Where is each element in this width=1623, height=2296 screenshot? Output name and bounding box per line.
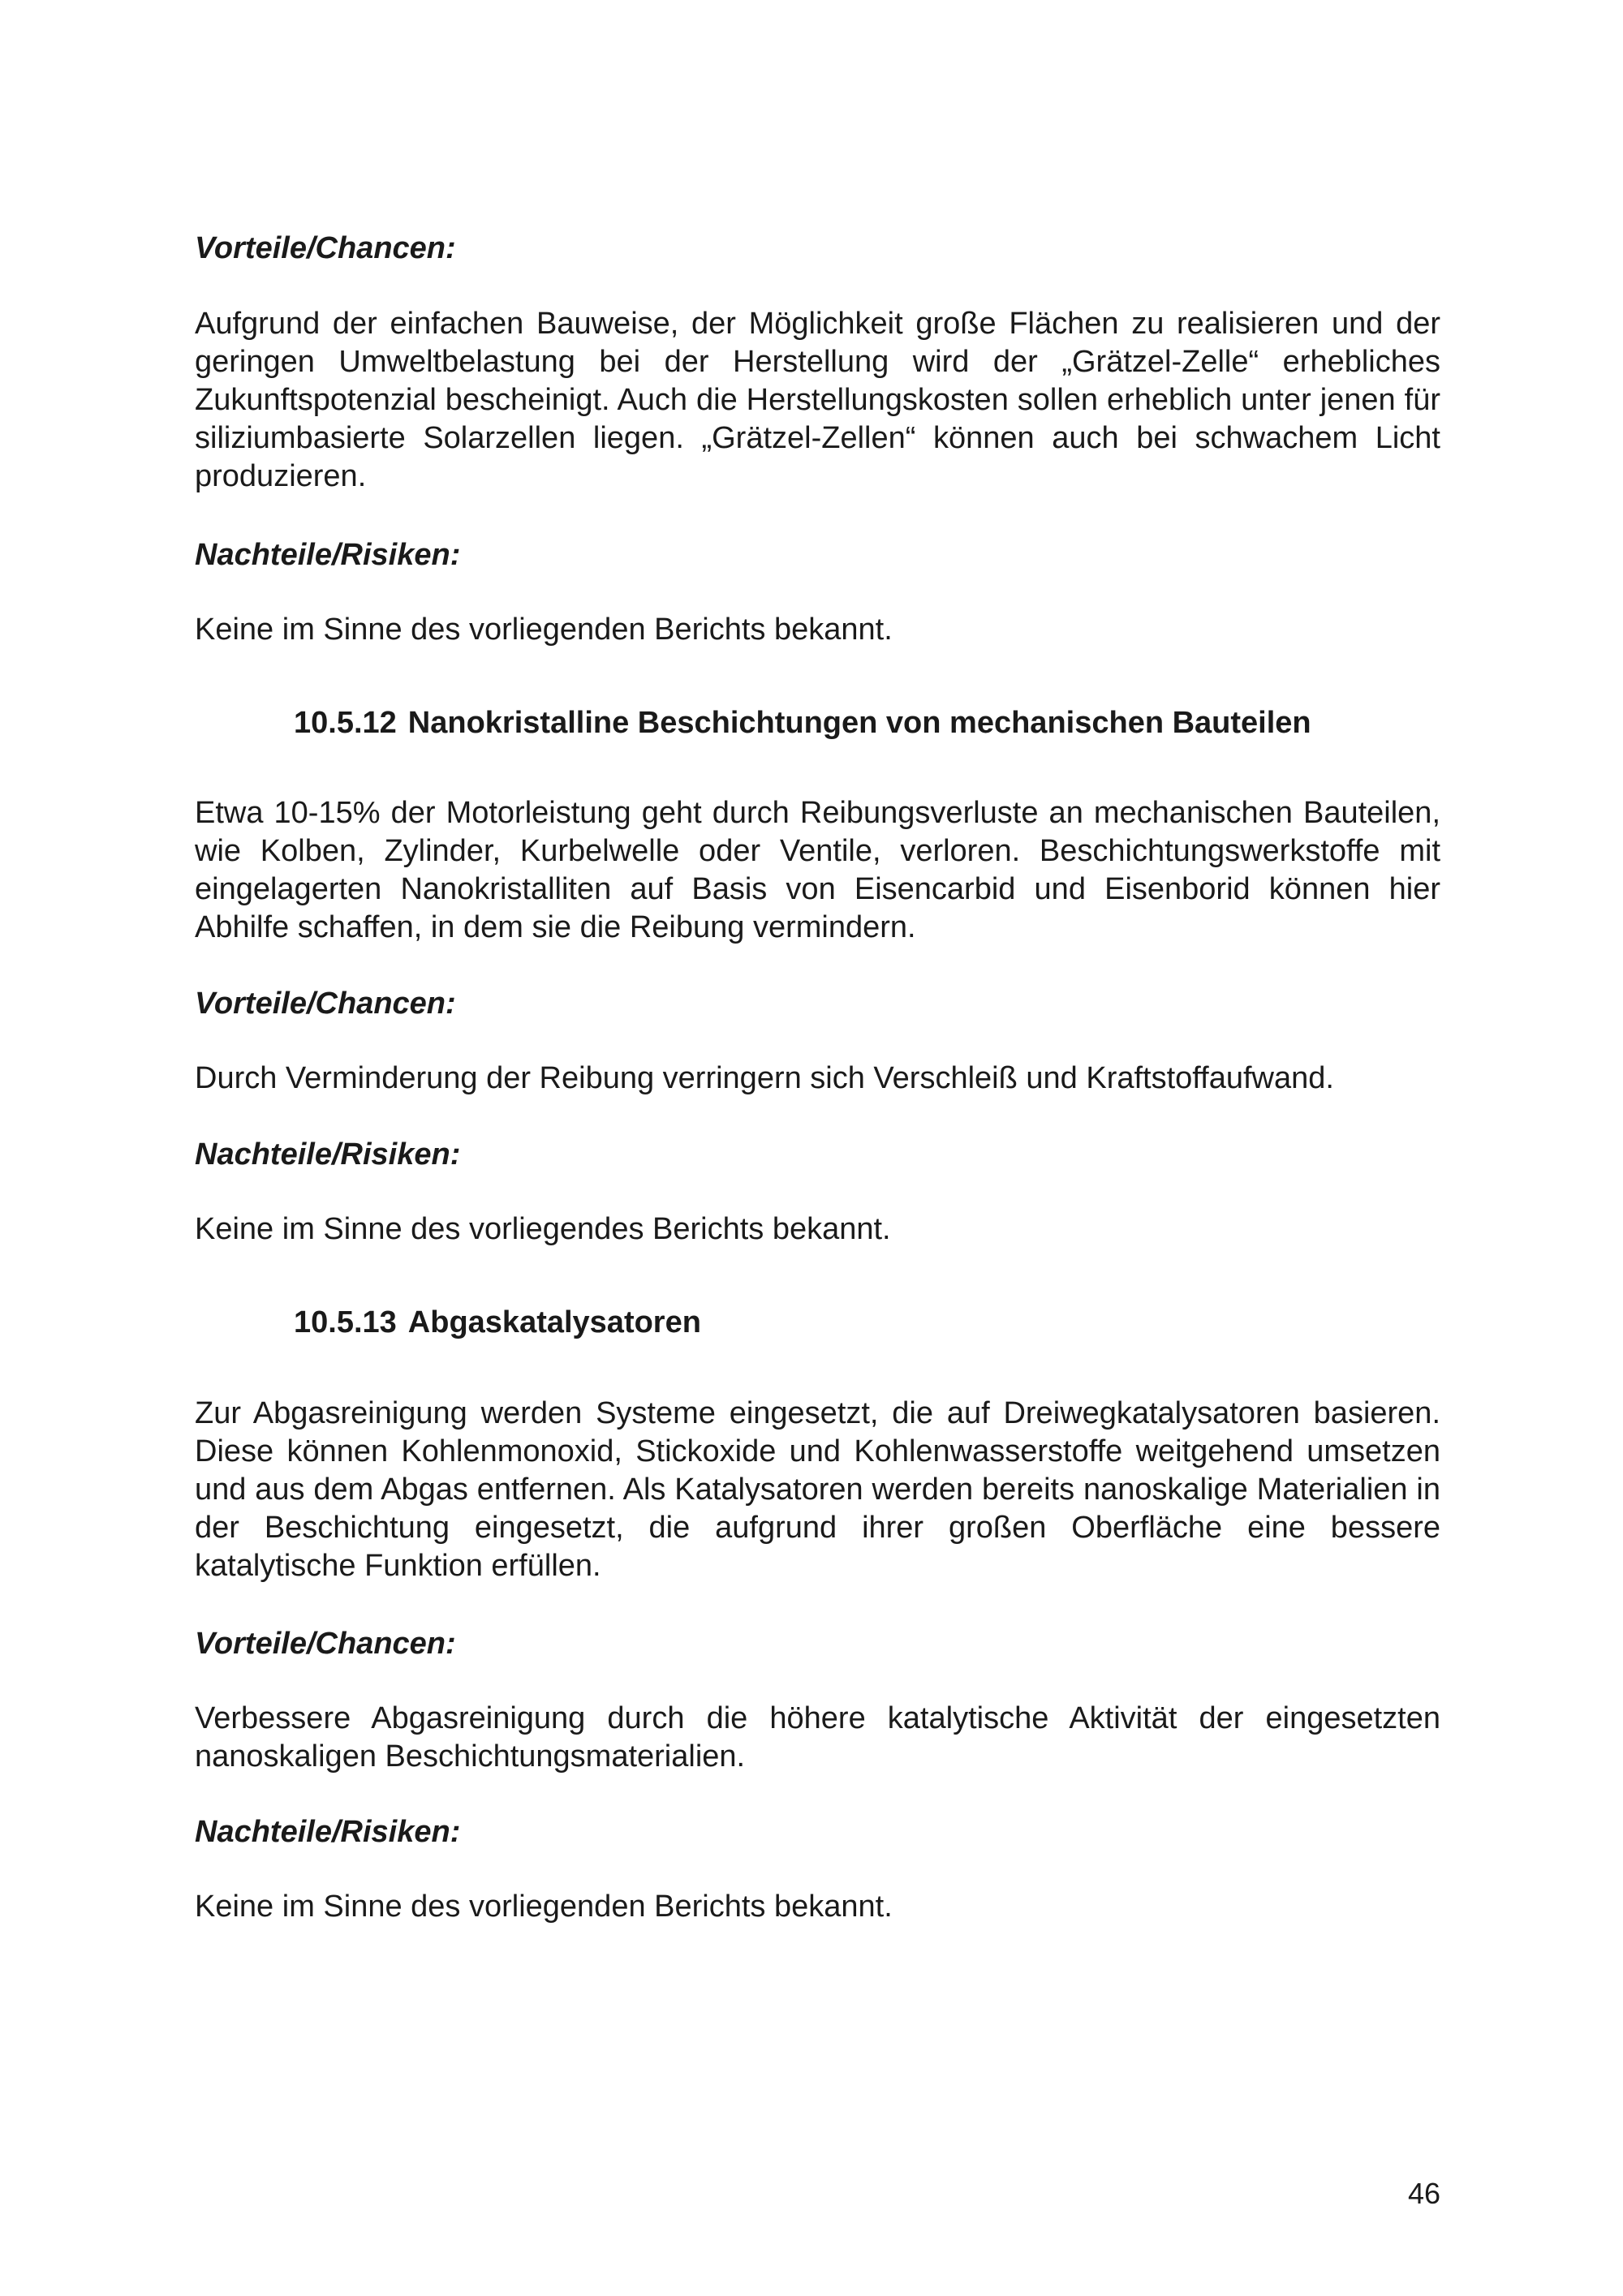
advantages-paragraph: Aufgrund der einfachen Bauweise, der Möglichkeit große Flächen zu realisieren und der geringen Umweltbelastung bei der Herstellung wird der „Grätzel-Zelle“ erhebliches Zukunftspotenzial bescheinigt. Auch die Herstellungskosten sollen erheblich unter jenen für siliziumbasierte Solarzellen liegen. „Grätzel-Zellen“ können auch bei schwachem Licht produzieren. [195, 307, 1440, 493]
advantages-label: Vorteile/Chancen: [195, 987, 456, 1021]
page-number: 46 [1407, 2177, 1440, 2210]
risks-paragraph: Keine im Sinne des vorliegendes Berichts bekannt. [195, 1212, 891, 1246]
section-number: 10.5.13 [294, 1305, 397, 1339]
advantages-label: Vorteile/Chancen: [195, 231, 456, 265]
risks-label: Nachteile/Risiken: [195, 1137, 461, 1172]
section-intro-paragraph: Etwa 10-15% der Motorleistung geht durch Reibungsverluste an mechanischen Bauteilen, wie Kolben, Zylinder, Kurbelwelle oder Ventile, verloren. Beschichtungswerkstoffe mit eingelagerten Nanokristalliten auf Basis von Eisencarbid und Eisenborid können hier Abhilfe schaffen, in dem sie die Reibung vermindern. [195, 796, 1440, 944]
section-intro-paragraph: Zur Abgasreinigung werden Systeme eingesetzt, die auf Dreiwegkatalysatoren basieren. Diese können Kohlenmonoxid, Stickoxide und Kohlenwasserstoffe weitgehend umsetzen und aus dem Abgas entfernen. Als Katalysatoren werden bereits nanoskalige Materialien in der Beschichtung eingesetzt, die aufgrund ihrer großen Oberfläche eine bessere katalytische Funktion erfüllen. [195, 1396, 1440, 1583]
section-title: Abgaskatalysatoren [407, 1305, 701, 1339]
section-heading-10-5-12 [294, 703, 1311, 742]
section-title: Nanokristalline Beschichtungen von mechanischen Bauteilen [407, 706, 1311, 740]
risks-paragraph: Keine im Sinne des vorliegenden Berichts bekannt. [195, 613, 893, 647]
advantages-paragraph: Verbessere Abgasreinigung durch die höhere katalytische Aktivität der eingesetzten nanoskaligen Beschichtungsmaterialien. [195, 1701, 1440, 1774]
risks-label: Nachteile/Risiken: [195, 538, 461, 572]
advantages-paragraph: Durch Verminderung der Reibung verringern sich Verschleiß und Kraftstoffaufwand. [195, 1061, 1334, 1095]
risks-label: Nachteile/Risiken: [195, 1815, 461, 1849]
section-number: 10.5.12 [294, 706, 397, 740]
section-heading-10-5-13 [294, 1303, 701, 1342]
risks-paragraph: Keine im Sinne des vorliegenden Berichts bekannt. [195, 1890, 893, 1924]
advantages-label: Vorteile/Chancen: [195, 1627, 456, 1661]
